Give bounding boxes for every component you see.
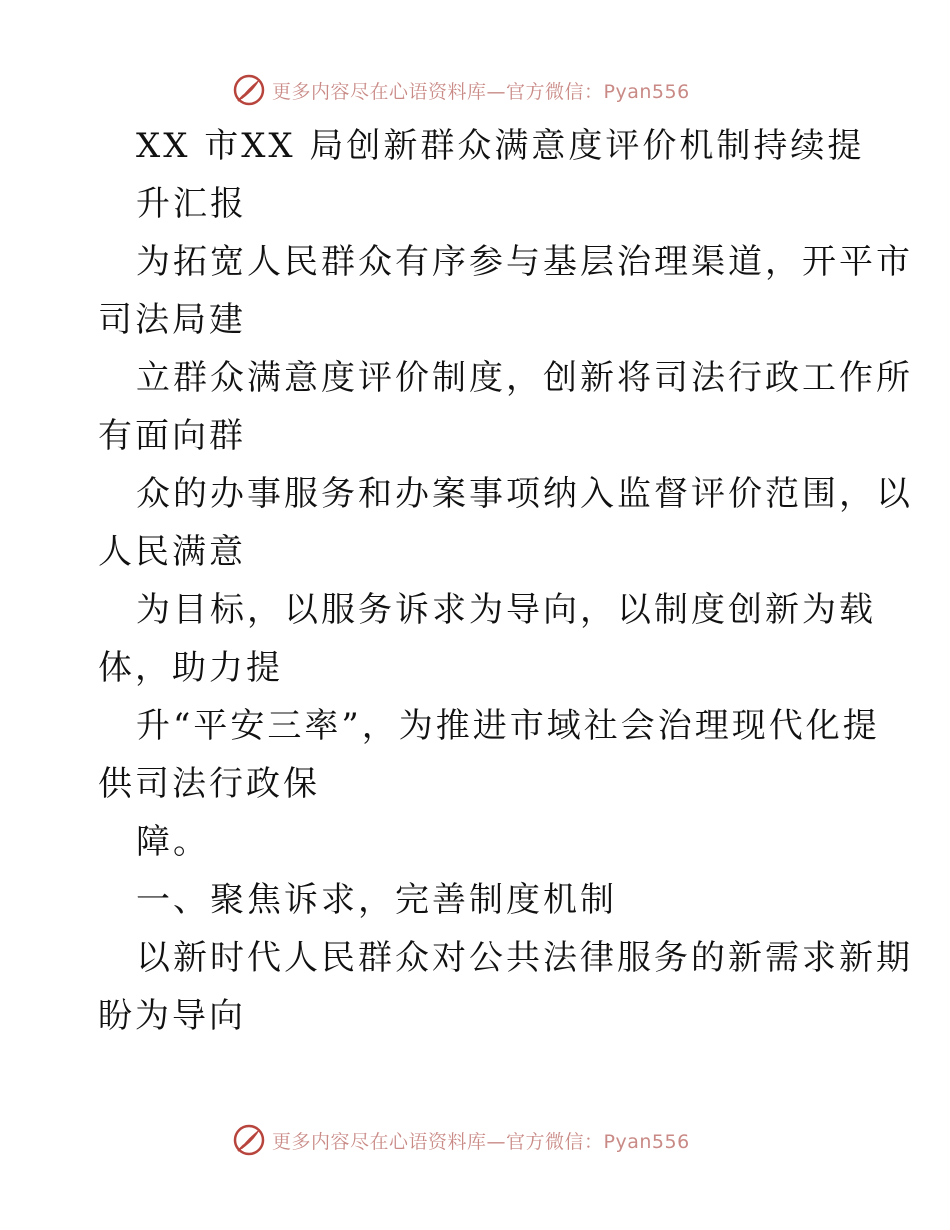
- document-line: 障。: [136, 822, 210, 862]
- document-line: 有面向群: [98, 416, 246, 456]
- section-heading: 一、聚焦诉求，完善制度机制: [136, 880, 617, 920]
- document-line: 众的办事服务和办案事项纳入监督评价范围，以: [136, 474, 913, 514]
- document-line: 立群众满意度评价制度，创新将司法行政工作所: [136, 358, 913, 398]
- document-line: 以新时代人民群众对公共法律服务的新需求新期: [136, 938, 913, 978]
- document-line: 盼为导向: [98, 996, 246, 1036]
- document-line: 为拓宽人民群众有序参与基层治理渠道，开平市: [136, 242, 913, 282]
- document-line: 升汇报: [136, 184, 247, 224]
- document-line: 司法局建: [98, 300, 246, 340]
- document-line: 体，助力提: [98, 648, 283, 688]
- footer-banner: [232, 1120, 752, 1160]
- quill-logo-icon: [232, 73, 266, 107]
- footer-banner-text: 更多内容尽在心语资料库—官方微信：Pyan556: [272, 1130, 690, 1153]
- quill-logo-icon: [232, 1123, 266, 1157]
- document-line: XX 市XX 局创新群众满意度评价机制持续提: [136, 126, 865, 166]
- header-banner-text: 更多内容尽在心语资料库—官方微信：Pyan556: [272, 80, 690, 103]
- document-line: 为目标，以服务诉求为导向，以制度创新为载: [136, 590, 876, 630]
- document-line: 人民满意: [98, 532, 246, 572]
- document-line: 供司法行政保: [98, 764, 320, 804]
- header-banner: [232, 70, 752, 110]
- document-line: 升“平安三率”，为推进市域社会治理现代化提: [136, 706, 880, 746]
